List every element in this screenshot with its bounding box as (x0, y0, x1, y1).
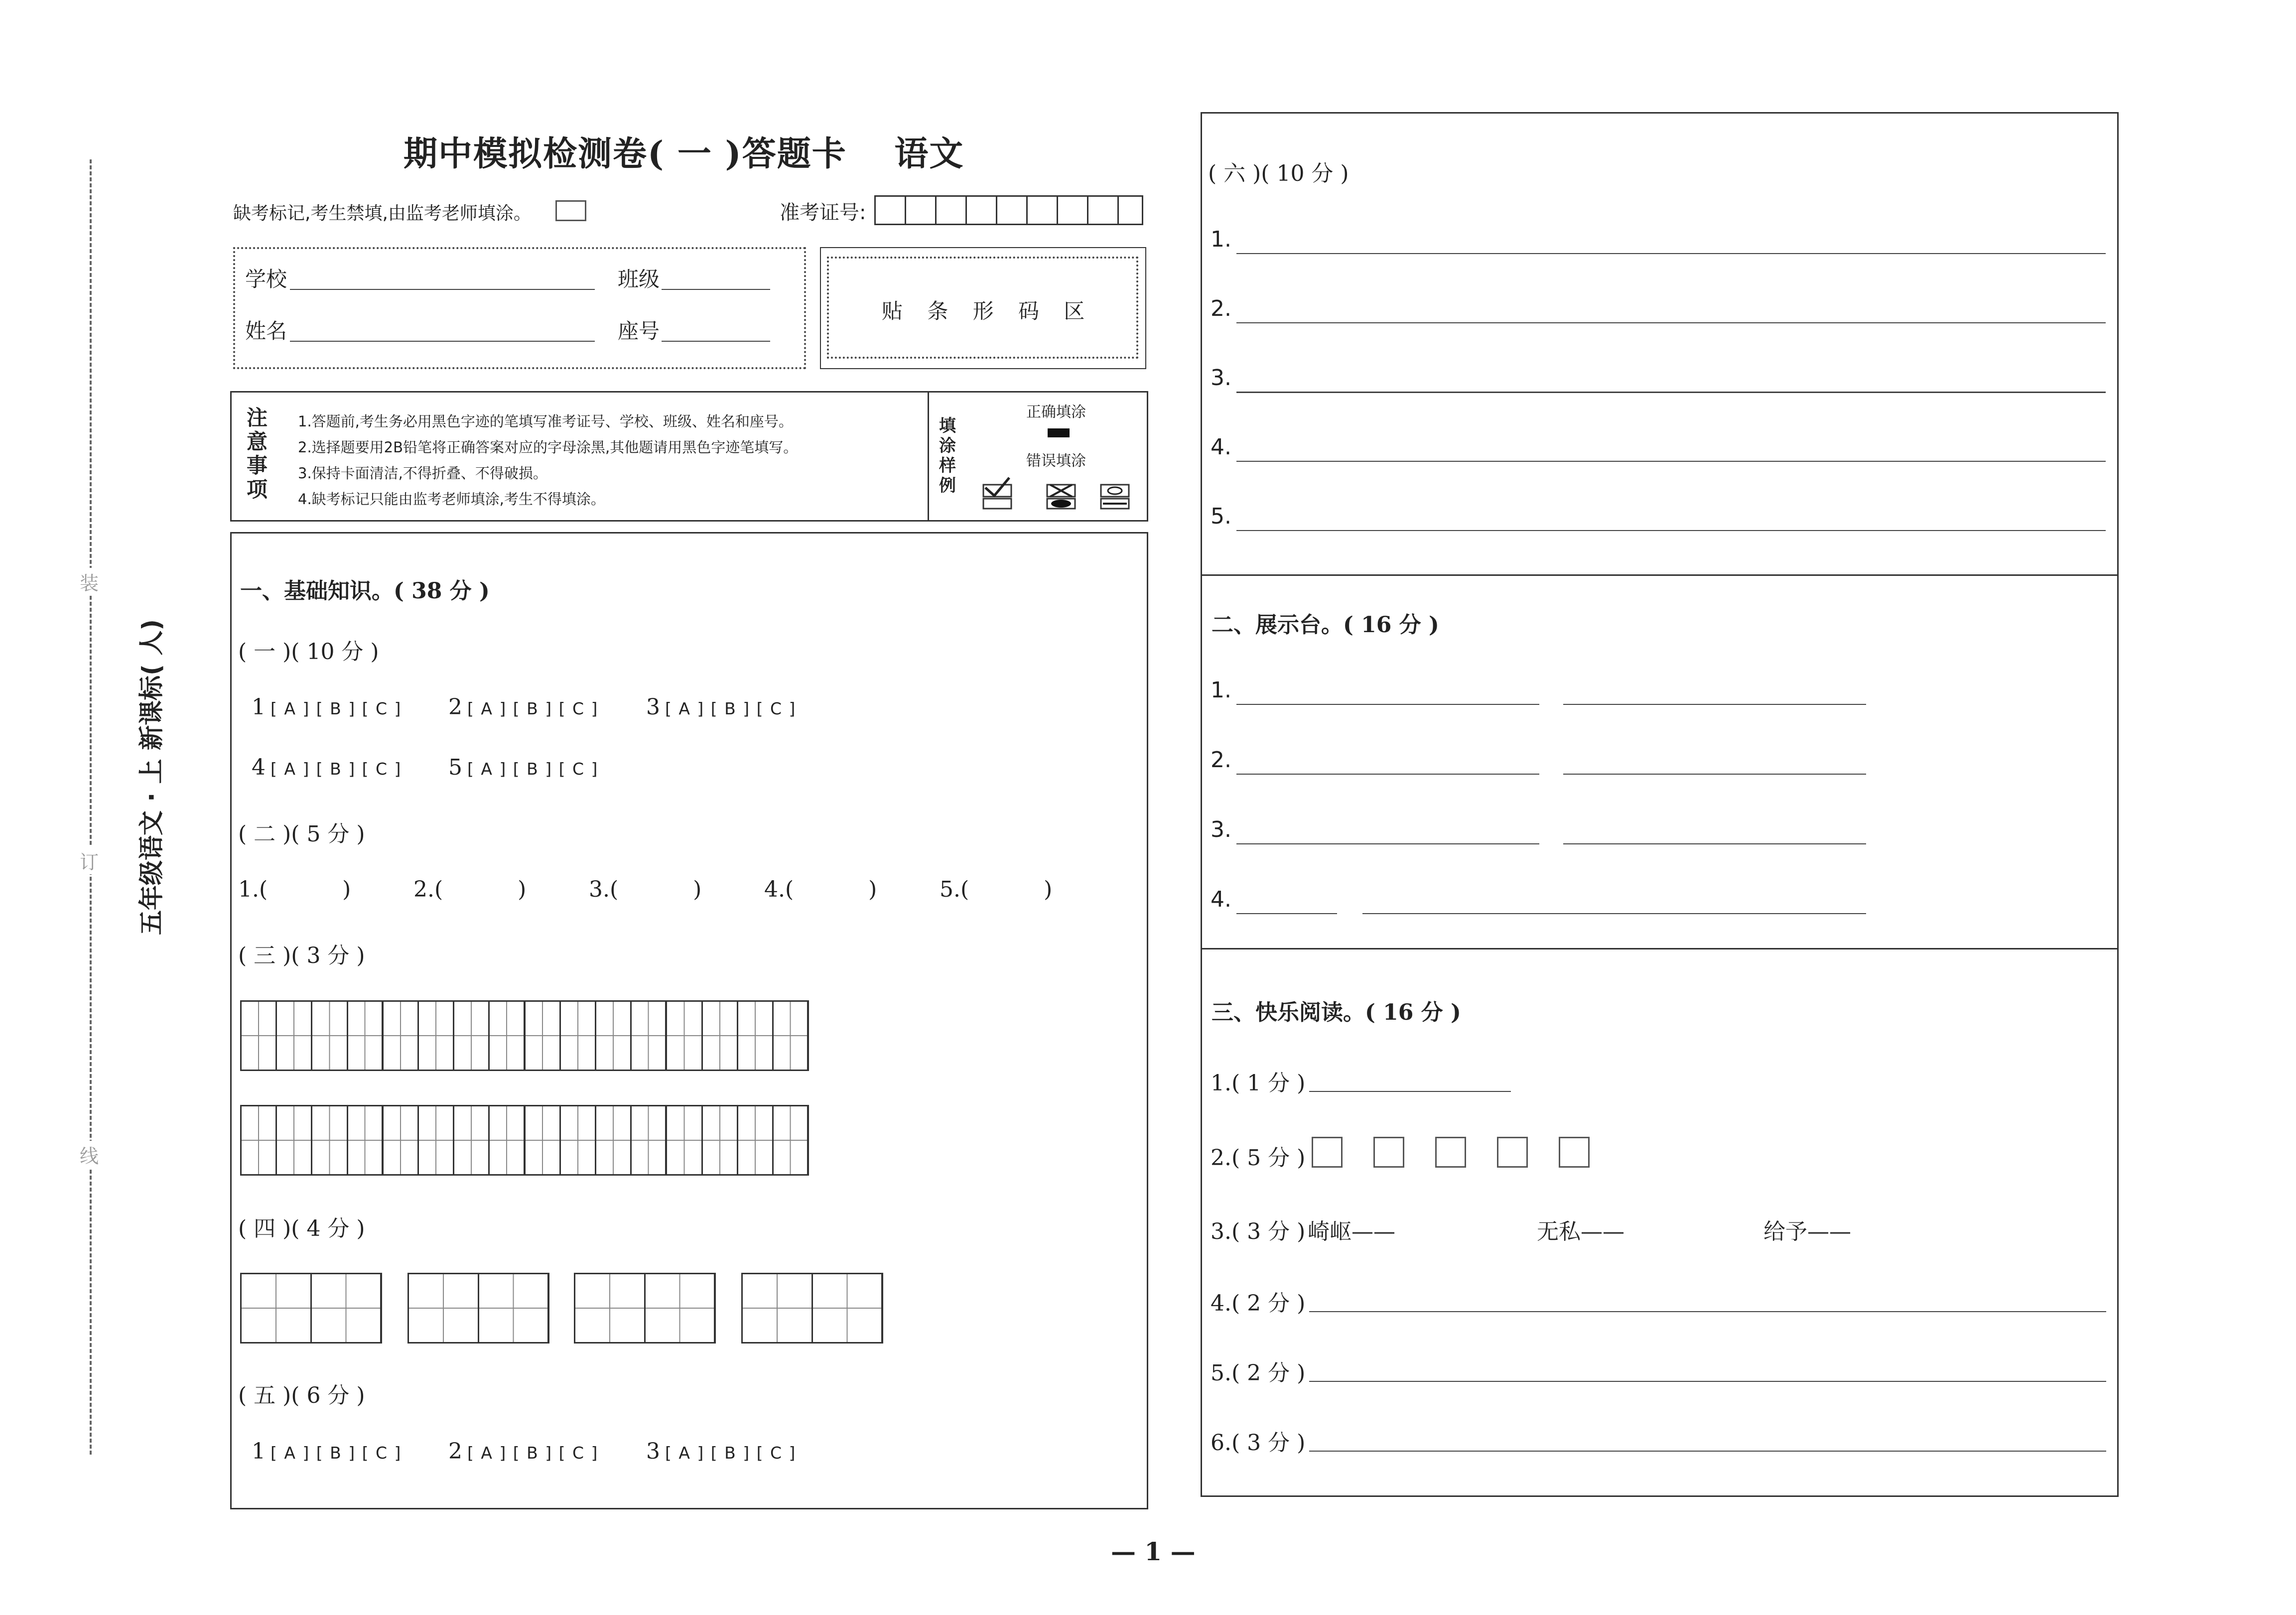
answer-line-3-6[interactable] (1309, 1451, 2106, 1452)
notes-heading-char: 项 (247, 477, 268, 502)
cut-mark: 线 (80, 1141, 99, 1168)
choice-p5-q2[interactable] (448, 1439, 598, 1464)
answer-box[interactable] (1497, 1137, 1528, 1168)
answer-line-2-3a[interactable] (1236, 843, 1539, 844)
question-number: 2 (448, 694, 462, 720)
part-3-title: ( 三 )( 3 分 ) (238, 943, 365, 968)
grid-cell[interactable] (526, 1106, 561, 1174)
answer-line-3-1[interactable] (1309, 1091, 1511, 1092)
abc-options[interactable]: [ A ] [ B ] [ C ] (467, 699, 599, 718)
student-info-box (233, 247, 806, 369)
answer-box[interactable] (1373, 1137, 1404, 1168)
correct-fill-sample (1048, 428, 1070, 437)
sample-heading-char: 填 (939, 416, 956, 436)
choice-q4[interactable] (252, 755, 402, 780)
blank-item-2[interactable] (413, 877, 526, 902)
binding-dashed-line (90, 159, 92, 1455)
answer-box[interactable] (1559, 1137, 1590, 1168)
notes-list (298, 408, 798, 512)
grid-cell[interactable] (242, 1106, 277, 1174)
grid-cell[interactable] (632, 1002, 667, 1070)
page-title (404, 127, 964, 175)
grid-cell[interactable] (409, 1274, 479, 1342)
notes-heading-char: 事 (247, 453, 268, 478)
grid-cell[interactable] (526, 1002, 561, 1070)
answer-line-3-5[interactable] (1309, 1381, 2106, 1382)
part-5-title: ( 五 )( 6 分 ) (238, 1383, 365, 1408)
grid-cell[interactable] (490, 1002, 525, 1070)
cut-mark: 订 (80, 847, 99, 874)
char-grid-1[interactable] (240, 1273, 382, 1344)
question-number: 1 (252, 1439, 266, 1464)
grid-cell[interactable] (277, 1002, 312, 1070)
blank-item-4[interactable] (764, 877, 877, 902)
seat-label: 座号 (618, 319, 660, 343)
grid-cell[interactable] (479, 1274, 549, 1342)
class-label: 班级 (618, 267, 660, 291)
notes-heading-char: 注 (247, 405, 268, 430)
cut-mark: 装 (80, 568, 99, 595)
exam-number-boxes[interactable] (874, 195, 1143, 225)
sample-heading-char: 样 (939, 456, 956, 476)
answer-line-2-1a[interactable] (1236, 704, 1539, 705)
grid-cell[interactable] (575, 1274, 646, 1342)
grid-cell[interactable] (384, 1002, 419, 1070)
grid-cell[interactable] (667, 1002, 702, 1070)
section-3-title: 三、快乐阅读。( 16 分 ) (1212, 1000, 1461, 1025)
subject-text: 语文 (894, 134, 964, 174)
question-number: 3 (646, 1439, 660, 1464)
grid-cell[interactable] (738, 1002, 774, 1070)
page-number: — 1 — (1111, 1537, 1196, 1566)
blank-close: ) (1044, 877, 1053, 902)
reading-q1-label: 1.( 1 分 ) (1211, 1071, 1306, 1096)
abc-options[interactable]: [ A ] [ B ] [ C ] (467, 759, 599, 779)
question-number: 5 (448, 755, 462, 780)
grid-cell[interactable] (348, 1002, 384, 1070)
grid-cell[interactable] (561, 1002, 596, 1070)
line-number: 3. (1211, 817, 1231, 842)
answer-line-2-4a[interactable] (1236, 913, 1337, 914)
grid-cell[interactable] (646, 1274, 716, 1342)
reading-q4-label: 4.( 2 分 ) (1211, 1291, 1306, 1316)
wrong-fill-samples (981, 476, 1136, 511)
choice-q1[interactable] (252, 694, 402, 720)
name-field[interactable] (290, 341, 595, 342)
word-item[interactable]: 崎岖—— (1308, 1219, 1395, 1244)
grid-cell[interactable] (738, 1106, 774, 1174)
grid-cell[interactable] (703, 1106, 738, 1174)
word-item[interactable]: 给予—— (1763, 1219, 1851, 1244)
line-number: 4. (1211, 434, 1231, 460)
name-label: 姓名 (245, 319, 287, 343)
char-grid-4[interactable] (741, 1273, 883, 1344)
grid-cell[interactable] (632, 1106, 667, 1174)
blank-open: 3.( (589, 877, 619, 902)
grid-cell[interactable] (312, 1106, 348, 1174)
char-grid-3[interactable] (574, 1273, 716, 1344)
blank-open: 2.( (413, 877, 443, 902)
sample-heading-char: 例 (939, 476, 956, 496)
sample-heading-char: 涂 (939, 436, 956, 456)
grid-cell[interactable] (312, 1274, 382, 1342)
question-number: 2 (448, 1439, 462, 1464)
grid-cell[interactable] (312, 1002, 348, 1070)
section-2-title: 二、展示台。( 16 分 ) (1212, 612, 1439, 638)
grid-cell[interactable] (490, 1106, 525, 1174)
notes-heading (247, 406, 271, 502)
answer-line-3-4[interactable] (1309, 1311, 2106, 1312)
writing-grid-row-2[interactable] (240, 1105, 809, 1176)
exam-number-label: 准考证号: (780, 201, 866, 224)
title-text: 期中模拟检测卷( 一 )答题卡 (404, 134, 847, 174)
answer-line-2-3b[interactable] (1563, 843, 1866, 844)
note-item: 3.保持卡面清洁,不得折叠、不得破损。 (298, 465, 547, 482)
blank-close: ) (868, 877, 877, 902)
reading-q5-label: 5.( 2 分 ) (1211, 1360, 1306, 1386)
grid-cell[interactable] (667, 1106, 702, 1174)
right-divider-1 (1202, 574, 2118, 576)
blank-close: ) (693, 877, 702, 902)
choice-p5-q1[interactable] (252, 1439, 402, 1464)
choice-q2[interactable] (448, 694, 598, 720)
grid-cell[interactable] (454, 1002, 490, 1070)
grid-cell[interactable] (743, 1274, 813, 1342)
blank-item-5[interactable] (940, 877, 1052, 902)
wrong-sample-check-icon (983, 478, 1011, 509)
wrong-sample-cross-icon (1047, 485, 1075, 509)
blank-open: 4.( (764, 877, 794, 902)
grid-cell[interactable] (596, 1106, 632, 1174)
choice-p5-q3[interactable] (646, 1439, 796, 1464)
barcode-label: 贴 条 形 码 区 (882, 299, 1094, 323)
choice-q5[interactable] (448, 755, 598, 780)
grid-cell[interactable] (419, 1106, 454, 1174)
writing-grid-row-1[interactable] (240, 1000, 809, 1071)
line-number: 3. (1211, 365, 1231, 391)
grid-cell[interactable] (384, 1106, 419, 1174)
section-1-title: 一、基础知识。( 38 分 ) (240, 578, 490, 604)
school-field[interactable] (290, 289, 595, 290)
answer-box[interactable] (1312, 1137, 1343, 1168)
right-divider-2 (1202, 948, 2118, 949)
question-number: 1 (252, 694, 266, 720)
line-number: 5. (1211, 504, 1231, 529)
line-number: 1. (1211, 227, 1231, 252)
school-label: 学校 (245, 267, 287, 291)
abc-options[interactable]: [ A ] [ B ] [ C ] (270, 1443, 402, 1463)
grid-cell[interactable] (703, 1002, 738, 1070)
class-field[interactable] (662, 289, 770, 290)
grid-cell[interactable] (277, 1106, 312, 1174)
grid-cell[interactable] (348, 1106, 384, 1174)
line-number: 2. (1211, 296, 1231, 321)
part-4-title: ( 四 )( 4 分 ) (238, 1216, 365, 1241)
grid-cell[interactable] (561, 1106, 596, 1174)
reading-q6-label: 6.( 3 分 ) (1211, 1430, 1306, 1456)
note-item: 2.选择题要用2B铅笔将正确答案对应的字母涂黑,其他题请用黑色字迹笔填写。 (298, 439, 798, 456)
absence-note: 缺考标记,考生禁填,由监考老师填涂。 (233, 203, 532, 224)
grid-cell[interactable] (242, 1274, 312, 1342)
answer-line-6-2[interactable] (1236, 322, 2106, 323)
grid-cell[interactable] (242, 1002, 277, 1070)
answer-line-2-2b[interactable] (1563, 774, 1866, 775)
blank-close: ) (518, 877, 527, 902)
grid-cell[interactable] (774, 1002, 809, 1070)
answer-line-6-1[interactable] (1236, 253, 2106, 254)
blank-close: ) (342, 877, 351, 902)
notes-heading-char: 意 (247, 429, 268, 454)
sample-heading (939, 416, 959, 496)
abc-options[interactable]: [ A ] [ B ] [ C ] (665, 699, 797, 718)
grid-cell[interactable] (813, 1274, 883, 1342)
wrong-sample-slash-icon (1101, 485, 1129, 509)
grid-cell[interactable] (596, 1002, 632, 1070)
answer-line-2-2a[interactable] (1236, 774, 1539, 775)
note-item: 1.答题前,考生务必用黑色字迹的笔填写准考证号、学校、班级、姓名和座号。 (298, 413, 793, 430)
absence-mark-box[interactable] (555, 200, 586, 221)
seat-field[interactable] (662, 341, 770, 342)
right-answer-box (1201, 112, 2119, 1497)
grid-cell[interactable] (454, 1106, 490, 1174)
word-item[interactable]: 无私—— (1537, 1219, 1624, 1244)
blank-item-3[interactable] (589, 877, 701, 902)
blank-item-1[interactable] (238, 877, 351, 902)
part-2-title: ( 二 )( 5 分 ) (238, 821, 365, 847)
line-number: 2. (1211, 747, 1231, 773)
part-6-title: ( 六 )( 10 分 ) (1208, 161, 1349, 186)
answer-line-6-4[interactable] (1236, 461, 2106, 462)
reading-q2-label: 2.( 5 分 ) (1211, 1145, 1306, 1171)
grid-cell[interactable] (419, 1002, 454, 1070)
answer-line-2-4b[interactable] (1362, 913, 1866, 914)
abc-options[interactable]: [ A ] [ B ] [ C ] (270, 759, 402, 779)
answer-line-6-5[interactable] (1236, 530, 2106, 531)
grid-cell[interactable] (774, 1106, 809, 1174)
answer-box[interactable] (1435, 1137, 1466, 1168)
line-number: 1. (1211, 677, 1231, 703)
answer-line-6-3[interactable] (1236, 392, 2106, 393)
note-item: 4.缺考标记只能由监考老师填涂,考生不得填涂。 (298, 491, 605, 508)
line-number: 4. (1211, 887, 1231, 912)
notes-divider (928, 392, 929, 521)
reading-q3-label: 3.( 3 分 ) (1211, 1219, 1306, 1244)
question-number: 3 (646, 694, 660, 720)
char-grid-2[interactable] (407, 1273, 549, 1344)
correct-fill-label: 正确填涂 (1026, 404, 1086, 421)
choice-q3[interactable] (646, 694, 796, 720)
blank-open: 1.( (238, 877, 268, 902)
wrong-fill-label: 错误填涂 (1026, 452, 1086, 470)
part-1-title: ( 一 )( 10 分 ) (238, 639, 379, 665)
answer-line-2-1b[interactable] (1563, 704, 1866, 705)
abc-options[interactable]: [ A ] [ B ] [ C ] (665, 1443, 797, 1463)
blank-open: 5.( (940, 877, 969, 902)
side-label: 五年级语文 · 上 新课标( 人) (137, 619, 166, 936)
question-number: 4 (252, 755, 266, 780)
abc-options[interactable]: [ A ] [ B ] [ C ] (270, 699, 402, 718)
abc-options[interactable]: [ A ] [ B ] [ C ] (467, 1443, 599, 1463)
